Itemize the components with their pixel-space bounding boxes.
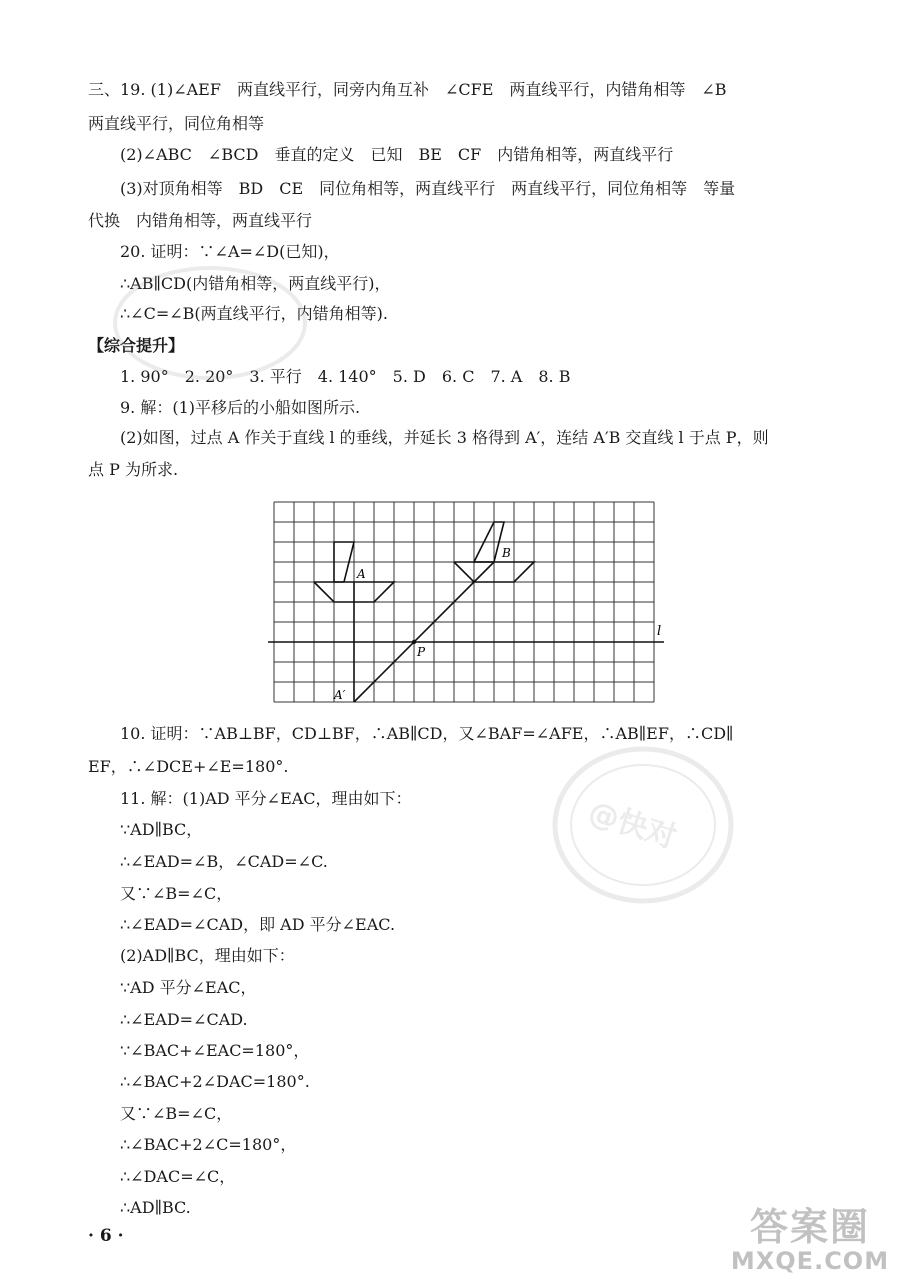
answer-line: ∴AD∥BC. <box>120 1198 191 1217</box>
kuaidui-stamp-watermark <box>548 740 738 910</box>
answer-line: ∴∠EAD=∠CAD，即 AD 平分∠EAC. <box>120 915 396 934</box>
label-p: P <box>417 645 426 659</box>
answer-line: ∴∠BAC+2∠C=180°， <box>120 1135 297 1154</box>
label-a: A <box>357 567 366 581</box>
answer-line: ∵∠BAC+∠EAC=180°， <box>120 1041 310 1060</box>
label-l: l <box>657 624 662 639</box>
answer-line: ∴∠BAC+2∠DAC=180°. <box>120 1072 310 1091</box>
answer-line: 10. 证明：∵AB⊥BF，CD⊥BF，∴AB∥CD，又∠BAF=∠AFE，∴AB∥EF，∴CD∥ <box>120 724 734 743</box>
answer-line: 20. 证明：∵∠A=∠D(已知)， <box>120 242 340 261</box>
grid-lines <box>274 502 654 702</box>
answer-line: ∵AD 平分∠EAC， <box>120 978 257 997</box>
answer-line: (2)如图，过点 A 作关于直线 l 的垂线，并延长 3 格得到 A′，连结 A′B 交直线 l 于点 P，则 <box>120 428 769 447</box>
answer-line: 1. 90° 2. 20° 3. 平行 4. 140° 5. D 6. C 7. A 8. B <box>120 367 571 386</box>
answer-line: ∴∠C=∠B(两直线平行，内错角相等). <box>120 304 388 323</box>
segment-a-prime-b <box>354 562 494 702</box>
answer-line: 三、19. (1)∠AEF 两直线平行，同旁内角互补 ∠CFE 两直线平行，内错角相等 ∠B <box>88 80 727 99</box>
answer-line: 代换 内错角相等，两直线平行 <box>88 211 313 230</box>
answer-line: ∴∠EAD=∠CAD. <box>120 1010 248 1029</box>
section-heading: 【综合提升】 <box>88 336 185 355</box>
translation-grid-figure <box>268 494 668 710</box>
label-b: B <box>502 546 511 560</box>
answer-line: 9. 解：(1)平移后的小船如图所示. <box>120 398 361 417</box>
answer-line: (2)∠ABC ∠BCD 垂直的定义 已知 BE CF 内错角相等，两直线平行 <box>120 145 674 164</box>
answer-line: (2)AD∥BC，理由如下： <box>120 946 295 965</box>
answer-line: ∴AB∥CD(内错角相等，两直线平行)， <box>120 274 391 293</box>
faint-stamp-watermark <box>110 258 310 388</box>
corner-logo-url: MXQE.COM <box>730 1247 890 1275</box>
page-number: · 6 · <box>88 1226 124 1246</box>
answer-line: (3)对顶角相等 BD CE 同位角相等，两直线平行 两直线平行，同位角相等 等量 <box>120 179 736 198</box>
point-p <box>412 640 416 644</box>
stamp-text: @快对 <box>584 794 681 856</box>
answer-line: ∵AD∥BC， <box>120 820 203 839</box>
answer-line: 又∵∠B=∠C， <box>120 884 233 903</box>
answer-line: 11. 解：(1)AD 平分∠EAC，理由如下： <box>120 789 412 808</box>
answer-line: ∴∠EAD=∠B，∠CAD=∠C. <box>120 852 328 871</box>
answer-line: ∴∠DAC=∠C， <box>120 1167 236 1186</box>
answer-line: 又∵∠B=∠C， <box>120 1104 233 1123</box>
answer-line: 两直线平行，同位角相等 <box>88 114 265 133</box>
answer-line: EF，∴∠DCE+∠E=180°. <box>88 757 289 776</box>
corner-watermark-logo <box>730 1196 890 1275</box>
answer-line: 点 P 为所求. <box>88 460 179 479</box>
label-a-prime: A′ <box>334 688 346 702</box>
corner-logo-text: 答案圈 <box>749 1205 870 1249</box>
